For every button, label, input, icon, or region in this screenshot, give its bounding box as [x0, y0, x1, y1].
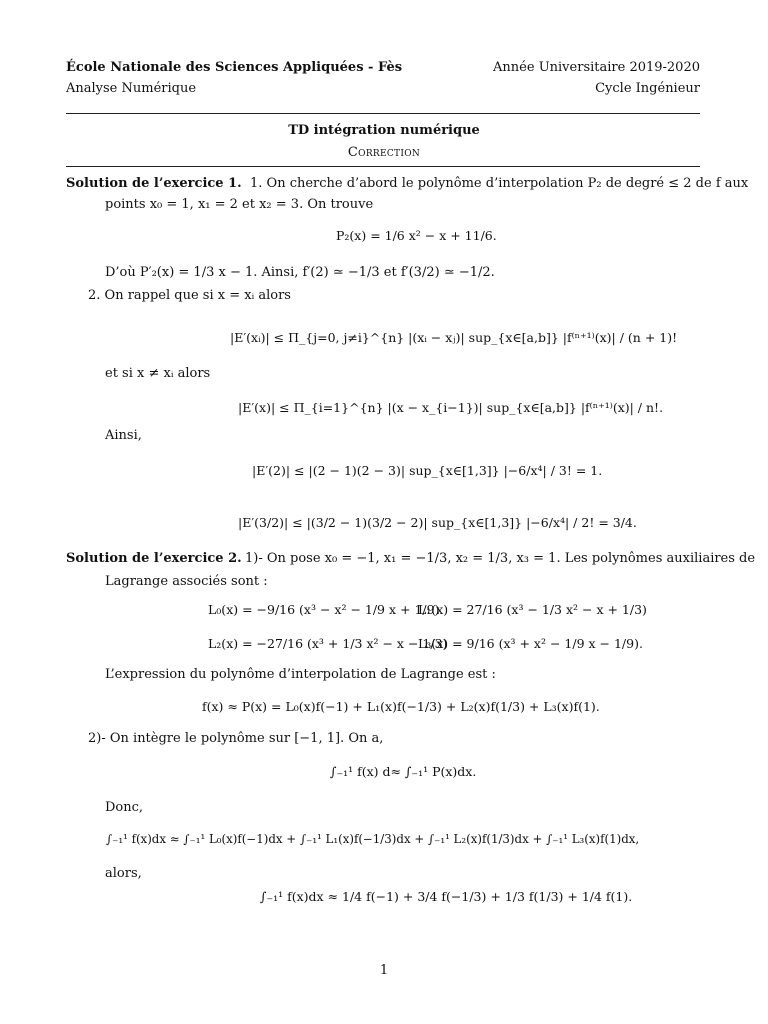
- ex2-eq-result: ∫₋₁¹ f(x)dx ≈ 1/4 f(−1) + 3/4 f(−1/3) + 1/3 f(1/3) + 1/4 f(1).: [260, 889, 633, 904]
- lagrange-L2: L₂(x) = −27/16 (x³ + 1/3 x² − x − 1/3): [208, 636, 448, 651]
- ex1-eq-bound-3-2: |E′(3/2)| ≤ |(3/2 − 1)(3/2 − 2)| sup_{x∈[1,3]} |−6/x⁴| / 2! = 3/4.: [238, 515, 637, 530]
- ex1-eq-bound-2: |E′(2)| ≤ |(2 − 1)(2 − 3)| sup_{x∈[1,3]} |−6/x⁴| / 3! = 1.: [252, 463, 603, 478]
- ex1-line2: points x₀ = 1, x₁ = 2 et x₂ = 3. On trouve: [105, 197, 374, 212]
- ex1-eq-error-x: |E′(x)| ≤ Π_{i=1}^{n} |(x − x_{i−1})| sup_{x∈[a,b]} |f⁽ⁿ⁺¹⁾(x)| / n!.: [238, 400, 664, 415]
- school-name: École Nationale des Sciences Appliquées - Fès: [66, 60, 403, 75]
- top-rule: [66, 113, 700, 114]
- ex1-line1: 1. On cherche d’abord le polynôme d’interpolation P₂ de degré ≤ 2 de f aux: [250, 176, 749, 191]
- ex2-eq-sum: ∫₋₁¹ f(x)dx ≈ ∫₋₁¹ L₀(x)f(−1)dx + ∫₋₁¹ L₁(x)f(−1/3)dx + ∫₋₁¹ L₂(x)f(1/3)dx + ∫₋₁¹ L₃(x)f(1)dx,: [106, 832, 640, 846]
- ex1-line3: D’où P′₂(x) = 1/3 x − 1. Ainsi, f′(2) ≃ −1/3 et f′(3/2) ≃ −1/2.: [105, 265, 495, 280]
- ex1-line4: 2. On rappel que si x = xᵢ alors: [88, 288, 291, 303]
- cycle-name: Cycle Ingénieur: [595, 81, 700, 96]
- ex1-heading: Solution de l’exercice 1.: [66, 176, 242, 191]
- ex1-line5: et si x ≠ xᵢ alors: [105, 366, 211, 381]
- ex2-eq-integral: ∫₋₁¹ f(x) d≈ ∫₋₁¹ P(x)dx.: [330, 764, 477, 779]
- document-title: TD intégration numérique: [288, 123, 480, 138]
- lagrange-L1: L₁(x) = 27/16 (x³ − 1/3 x² − x + 1/3): [418, 602, 647, 617]
- lagrange-L3: L₃(x) = 9/16 (x³ + x² − 1/9 x − 1/9).: [418, 636, 643, 651]
- course-name: Analyse Numérique: [66, 81, 197, 96]
- ex2-line4: 2)- On intègre le polynôme sur [−1, 1]. On a,: [88, 731, 384, 746]
- ex2-line3: L’expression du polynôme d’interpolation de Lagrange est :: [105, 667, 496, 682]
- ex1-eq-p2: P₂(x) = 1/6 x² − x + 11/6.: [336, 228, 497, 243]
- ex2-line1: 1)- On pose x₀ = −1, x₁ = −1/3, x₂ = 1/3, x₃ = 1. Les polynômes auxiliaires de: [245, 551, 756, 566]
- ex2-line6: alors,: [105, 866, 142, 881]
- ex2-heading: Solution de l’exercice 2.: [66, 551, 242, 566]
- page-number: 1: [379, 963, 389, 978]
- ex1-eq-error-xi: |E′(xᵢ)| ≤ Π_{j=0, j≠i}^{n} |(xᵢ − xⱼ)| sup_{x∈[a,b]} |f⁽ⁿ⁺¹⁾(x)| / (n + 1)!: [230, 330, 678, 345]
- ex2-line2: Lagrange associés sont :: [105, 574, 268, 589]
- ex2-eq-interp: f(x) ≈ P(x) = L₀(x)f(−1) + L₁(x)f(−1/3) + L₂(x)f(1/3) + L₃(x)f(1).: [202, 699, 600, 714]
- ex1-line6: Ainsi,: [105, 428, 142, 443]
- academic-year: Année Universitaire 2019-2020: [493, 60, 700, 75]
- document-subtitle: Correction: [347, 145, 421, 160]
- ex2-line5: Donc,: [105, 800, 144, 815]
- lagrange-L0: L₀(x) = −9/16 (x³ − x² − 1/9 x + 1/9): [208, 602, 440, 617]
- title-rule: [66, 166, 700, 167]
